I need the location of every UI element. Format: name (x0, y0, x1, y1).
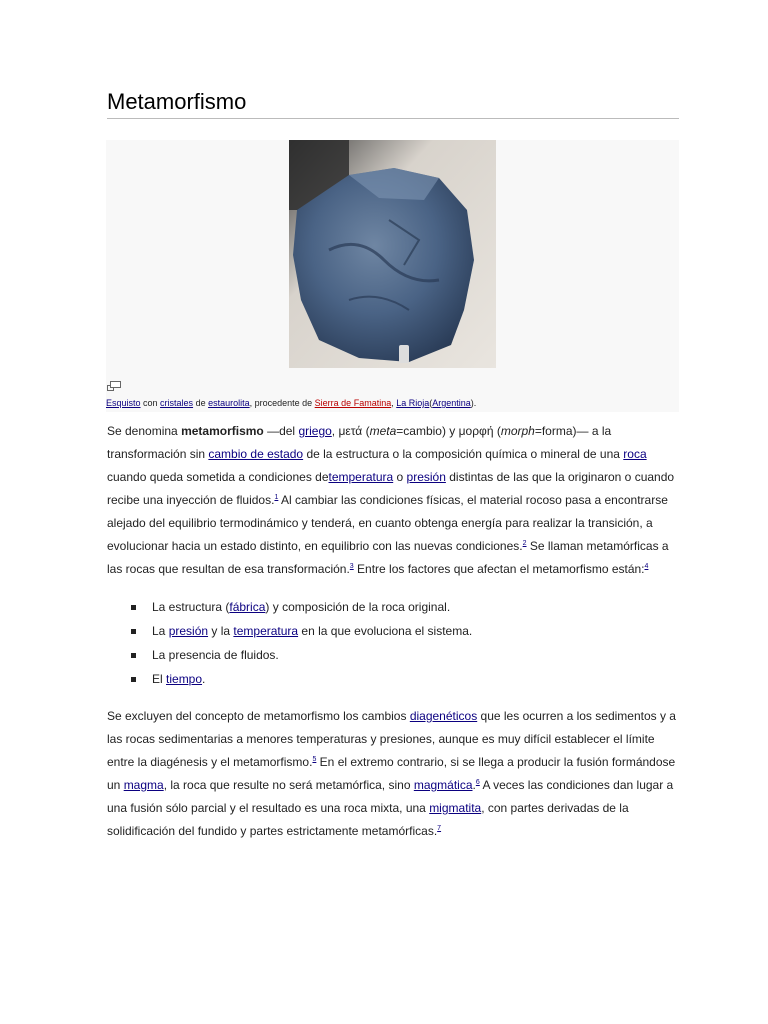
text: La presencia de fluidos. (152, 648, 279, 662)
second-paragraph: Se excluyen del concepto de metamorfismo los cambios diagenéticos que les ocurren a los sedimentos y a las rocas sedimentarias a menores temperaturas y presiones, aunque es muy difícil establecer el límite entre la diagénesis y el metamorfismo.$^5$ En el extremo contrario, si se llega a producir la fusión formándose un magma, la roca que resulte no será metamórfica, sino magmática.$^6$ A veces las condiciones dan lugar a una fusión sólo parcial y el resultado es una roca mixta, una migmatita, con partes derivadas de la solidificación del fundido y partes estrictamente metamórficas.$^7$ (107, 709, 676, 838)
link-migmatita[interactable]: migmatita (429, 801, 482, 815)
bold-term: metamorfismo (181, 424, 264, 438)
link-esquisto[interactable]: Esquisto (106, 398, 141, 408)
text: , la roca que resulte no será metamórfica, sino (163, 778, 414, 792)
rock-photo[interactable] (289, 140, 496, 368)
text: Se excluyen del concepto de metamorfismo los cambios (107, 709, 410, 723)
caption-text: , (391, 398, 397, 408)
caption-text: , procedente de (249, 398, 315, 408)
link-tiempo[interactable]: tiempo (166, 672, 203, 686)
text: La (152, 624, 169, 638)
list-item (107, 667, 679, 691)
enlarge-icon[interactable] (107, 378, 121, 388)
ref-3[interactable]: 3 (349, 563, 354, 570)
article-body (107, 420, 679, 843)
text: cuando queda sometida a condiciones de (107, 470, 329, 484)
text: distintas de las que la originaron o cuando recibe una inyección de fluidos. (107, 470, 675, 507)
text: El (152, 672, 167, 686)
ref-2[interactable]: 2 (522, 540, 527, 547)
link-cristales[interactable]: cristales (160, 398, 194, 408)
text: Se denomina (107, 424, 182, 438)
ref-5[interactable]: 5 (312, 756, 317, 763)
italic-term: meta (369, 424, 397, 438)
factors-list (107, 595, 679, 691)
link-temperatura[interactable]: temperatura (328, 470, 394, 484)
list-item (107, 619, 679, 643)
ref-7[interactable]: 7 (437, 825, 442, 832)
link-temperatura[interactable]: temperatura (233, 624, 299, 638)
text: Entre los factores que afectan el metamorfismo están: (353, 562, 645, 576)
figure (106, 140, 679, 412)
link-presion[interactable]: presión (168, 624, 209, 638)
ref-1[interactable]: 1 (274, 494, 279, 501)
text: o (393, 470, 407, 484)
text: de la estructura o la composición química o mineral de una (303, 447, 624, 461)
text: que les ocurren a los sedimentos y a las rocas sedimentarias a menores temperaturas y presiones, aunque es muy difícil establecer el límite entre la diagénesis y el metamorfismo. (107, 709, 676, 769)
text: —del (263, 424, 299, 438)
ref-4[interactable]: 4 (644, 563, 649, 570)
link-estaurolita[interactable]: estaurolita (208, 398, 250, 408)
link-la-rioja[interactable]: La Rioja (396, 398, 430, 408)
text: =forma)— a la transformación sin (107, 424, 612, 461)
link-roca[interactable]: roca (623, 447, 647, 461)
caption-text: ). (470, 398, 477, 408)
list-item (107, 643, 679, 667)
link-argentina[interactable]: Argentina (432, 398, 471, 408)
link-diageneticos[interactable]: diagenéticos (409, 709, 478, 723)
link-sierra-famatina[interactable]: Sierra de Famatina (314, 398, 392, 408)
text: La estructura ( (152, 600, 230, 614)
text: ) y composición de la roca original. (265, 600, 451, 614)
link-magmatica[interactable]: magmática (413, 778, 473, 792)
link-fabrica[interactable]: fábrica (229, 600, 266, 614)
text: =cambio) y μορφή ( (396, 424, 501, 438)
link-griego[interactable]: griego (298, 424, 332, 438)
text: , μετά ( (331, 424, 370, 438)
ref-6[interactable]: 6 (475, 779, 480, 786)
text: y la (208, 624, 234, 638)
text: A veces las condiciones dan lugar a una fusión sólo parcial y el resultado es una roca mixta, una (107, 778, 674, 815)
text: Se llaman metamórficas a las rocas que resultan de esa transformación. (107, 539, 669, 576)
caption-text: con (140, 398, 161, 408)
link-magma[interactable]: magma (123, 778, 164, 792)
rock-illustration (289, 140, 496, 368)
text: en la que evoluciona el sistema. (298, 624, 473, 638)
italic-term: morph (500, 424, 535, 438)
intro-paragraph (107, 420, 679, 581)
page-title: Metamorfismo (107, 88, 679, 119)
caption-text: de (193, 398, 209, 408)
link-presion[interactable]: presión (406, 470, 446, 484)
text: . (202, 672, 206, 686)
figure-caption: Esquisto con cristales de estaurolita, procedente de Sierra de Famatina, La Rioja(Argentina). (106, 398, 477, 408)
text: Al cambiar las condiciones físicas, el material rocoso pasa a encontrarse alejado del equilibrio termodinámico y tenderá, en cuanto obtenga energía para realizar la transición, a evolucionar hacia un estado distinto, en equilibrio con las nuevas condiciones. (107, 493, 668, 553)
text: , con partes derivadas de la solidificación del fundido y partes estrictamente metamórficas. (107, 801, 629, 838)
text: En el extremo contrario, si se llega a producir la fusión formándose un (107, 755, 676, 792)
link-cambio-de-estado[interactable]: cambio de estado (208, 447, 304, 461)
list-item (107, 595, 679, 619)
